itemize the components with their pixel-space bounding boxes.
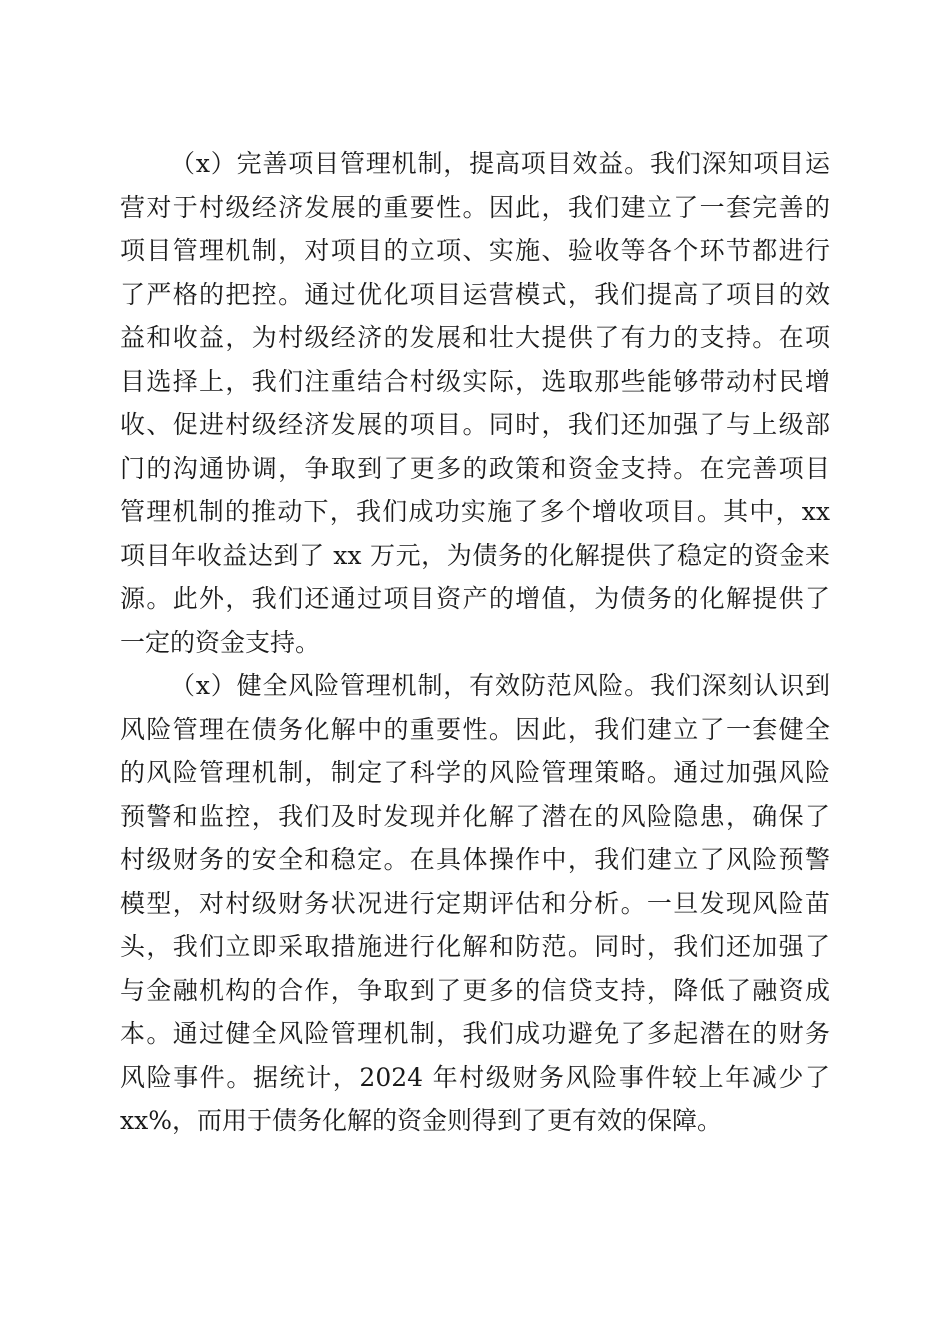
paragraph-risk-management: [120, 664, 830, 1143]
text-line: 村级财务的安全和稳定。在具体操作中，我们建立了风险预警: [120, 845, 830, 874]
text-line: 收、促进村级经济发展的项目。同时，我们还加强了与上级部: [120, 410, 830, 439]
text-line: 源。此外，我们还通过项目资产的增值，为债务的化解提供了: [120, 584, 830, 613]
document-body: [120, 142, 830, 1143]
text-line: 目选择上，我们注重结合村级实际，选取那些能够带动村民增: [120, 366, 830, 396]
text-line: 管理机制的推动下，我们成功实施了多个增收项目。其中，xx: [120, 497, 830, 526]
text-line: （x）健全风险管理机制，有效防范风险。我们深刻认识到: [170, 671, 830, 700]
text-line: 项目管理机制，对项目的立项、实施、验收等各个环节都进行: [120, 236, 830, 265]
text-line: 益和收益，为村级经济的发展和壮大提供了有力的支持。在项: [120, 323, 830, 352]
text-line: 本。通过健全风险管理机制，我们成功避免了多起潜在的财务: [120, 1019, 830, 1048]
text-line: 风险管理在债务化解中的重要性。因此，我们建立了一套健全: [120, 714, 830, 744]
text-line: 预警和监控，我们及时发现并化解了潜在的风险隐患，确保了: [120, 801, 830, 831]
text-line: 一定的资金支持。: [120, 627, 321, 657]
text-line: 门的沟通协调，争取到了更多的政策和资金支持。在完善项目: [120, 453, 830, 483]
text-line: （x）完善项目管理机制，提高项目效益。我们深知项目运: [170, 149, 830, 178]
text-line: 风险事件。据统计，2024 年村级财务风险事件较上年减少了: [120, 1062, 830, 1092]
text-line: 的风险管理机制，制定了科学的风险管理策略。通过加强风险: [120, 758, 830, 787]
text-line: 头，我们立即采取措施进行化解和防范。同时，我们还加强了: [120, 932, 830, 961]
text-line: 与金融机构的合作，争取到了更多的信贷支持，降低了融资成: [120, 975, 830, 1005]
text-line: xx%，而用于债务化解的资金则得到了更有效的保障。: [120, 1106, 722, 1135]
text-line: 模型，对村级财务状况进行定期评估和分析。一旦发现风险苗: [120, 888, 830, 918]
paragraph-project-management: [120, 142, 830, 664]
text-line: 项目年收益达到了 xx 万元，为债务的化解提供了稳定的资金来: [120, 540, 830, 570]
text-line: 了严格的把控。通过优化项目运营模式，我们提高了项目的效: [120, 279, 830, 309]
text-line: 营对于村级经济发展的重要性。因此，我们建立了一套完善的: [120, 192, 830, 222]
